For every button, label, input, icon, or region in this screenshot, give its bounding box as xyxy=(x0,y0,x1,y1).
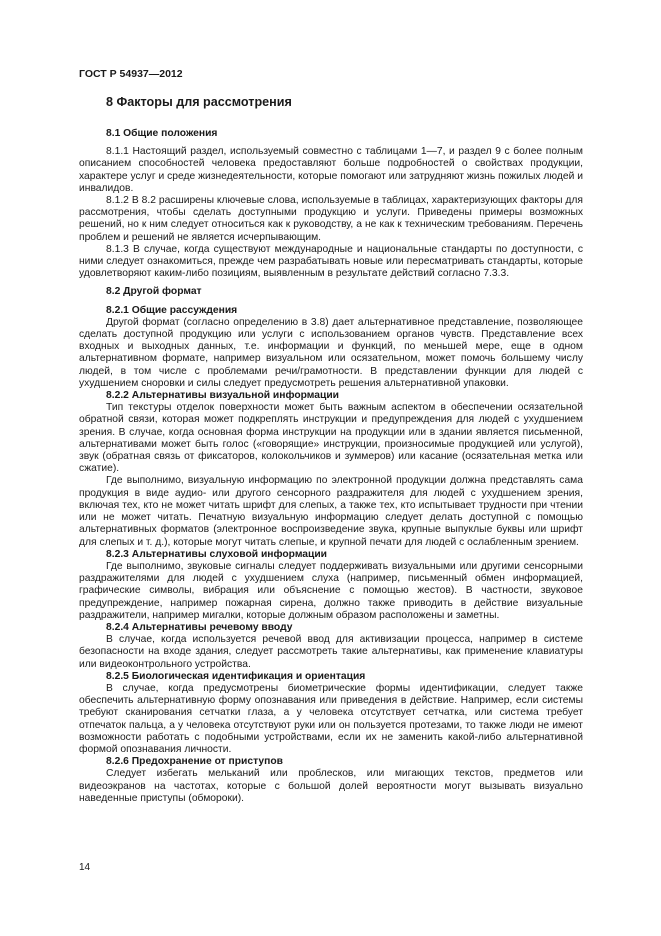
standard-header: ГОСТ Р 54937—2012 xyxy=(79,68,183,80)
paragraph-8-1-1: 8.1.1 Настоящий раздел, используемый совместно с таблицами 1—7, и раздел 9 с более полным описанием способностей человека предоставляют больше подробностей о свойствах продукции, характере услуг и среде жизнедеятельности, которые помогают или затрудняют жизнь пожилых людей и инвалидов. xyxy=(79,146,583,194)
section-title: 8 Факторы для рассмотрения xyxy=(106,95,292,109)
clause-title-8-2-3: 8.2.3 Альтернативы слуховой информации xyxy=(106,548,328,560)
clause-title-8-2-5: 8.2.5 Биологическая идентификация и ориентация xyxy=(106,670,366,682)
paragraph-8-2-4: В случае, когда используется речевой ввод для активизации процесса, например в системе безопасности на входе здания, следует рассмотреть такие альтернативы, как применение клавиатуры или видеоконтрольного устройства. xyxy=(79,634,583,670)
clause-title-8-2-4: 8.2.4 Альтернативы речевому вводу xyxy=(106,621,293,633)
page-content xyxy=(79,95,583,805)
clause-title-8-2-6: 8.2.6 Предохранение от приступов xyxy=(106,756,283,768)
paragraph-8-1-2: 8.1.2 В 8.2 расширены ключевые слова, используемые в таблицах, характеризующих факторы для рассмотрения, чтобы сделать доступными продукцию и услуги. Приведены примеры возможных решений, но к ним следует относиться как к руководству, а не как к техническим требованиям. Перечень проблем и решений не является исчерпывающим. xyxy=(79,195,583,243)
paragraph-8-1-3: 8.1.3 В случае, когда существуют международные и национальные стандарты по доступности, с ними следует ознакомиться, прежде чем разрабатывать новые или пересматривать стандарты, которые удовлетворяют каким-либо позициям, выявленным в результате действий согласно 7.3.3. xyxy=(79,243,583,280)
paragraph-8-2-1: Другой формат (согласно определению в 3.8) дает альтернативное представление, позволяющее сделать доступной продукцию или услуги с использованием органов чувств. Представление всех входных и выходных данных, т.е. информации и функций, по меньшей мере, еще в одном альтернативном формате, например визуальном или осязательном, может помочь большему числу людей, в том числе с проблемами речи/грамотности. В представлении функции для людей с ухудшением сноровки и силы следует предусмотреть решения альтернативной упаковки. xyxy=(79,316,583,389)
clause-title-8-2-2: 8.2.2 Альтернативы визуальной информации xyxy=(106,390,340,402)
subsection-title-8-2: 8.2 Другой формат xyxy=(106,286,202,298)
page-number: 14 xyxy=(79,862,91,873)
paragraph-8-2-6: Следует избегать мельканий или проблесков, или мигающих текстов, предметов или видеоэкранов на частотах, которые с большой долей вероятности могут вызывать визуально наведенные приступы (обмороки). xyxy=(79,768,583,804)
paragraph-8-2-2-b: Где выполнимо, визуальную информацию по электронной продукции должна представлять сама продукция в виде аудио- или другого сенсорного раздражителя для людей с ухудшением зрения, включая тех, кто не может читать шрифт для слепых, а также тех, кто испытывает трудности при чтении или не может читать. Печатную визуальную информацию следует делать доступной с помощью альтернативных форматов (электронное воспроизведение звука, крупные выпуклые буквы или шрифт для слепых и т. д.), которые могут читать слепые, и крупной печати для людей с ослабленным зрением. xyxy=(79,475,583,548)
paragraph-8-2-3: Где выполнимо, звуковые сигналы следует поддерживать визуальными или другими сенсорными раздражителями для людей с ухудшением слуха (например, письменный обмен информацией, графические символы, вибрация или объяснение с помощью жестов). В частности, звуковое предупреждение, например пожарная сирена, должно также приводить в действие визуальные раздражители, например мигалки, которые должным образом расположены и заметны. xyxy=(79,560,583,621)
subsection-title-8-1: 8.1 Общие положения xyxy=(106,128,218,139)
clause-title-8-2-1: 8.2.1 Общие рассуждения xyxy=(106,304,238,316)
paragraph-8-2-2-a: Тип текстуры отделок поверхности может быть важным аспектом в обеспечении осязательной обратной связи, которая может подкреплять инструкции и предупреждения для людей с ухудшением зрения. В случае, когда основная форма инструкции на продукции или в здании является письменной, альтернативами может быть голос («говорящие» инструкции, произносимые продукцией или услугой), звук (обратная связь от фиксаторов, колокольчиков и зуммеров) или касание (осязательная метка или сжатие). xyxy=(79,402,583,475)
paragraph-8-2-5: В случае, когда предусмотрены биометрические формы идентификации, следует также обеспечить альтернативную форму опознавания или приведения в действие. Например, если системы требуют сканирования сетчатки глаза, а у человека отсутствует сетчатка, или система требует отпечаток пальца, а у человека отсутствуют руки или он пользуется протезами, то также люди не имеют возможности работать с подобными устройствами, если их не заменить какой-либо альтернативной формой опознавания личности. xyxy=(79,682,583,755)
